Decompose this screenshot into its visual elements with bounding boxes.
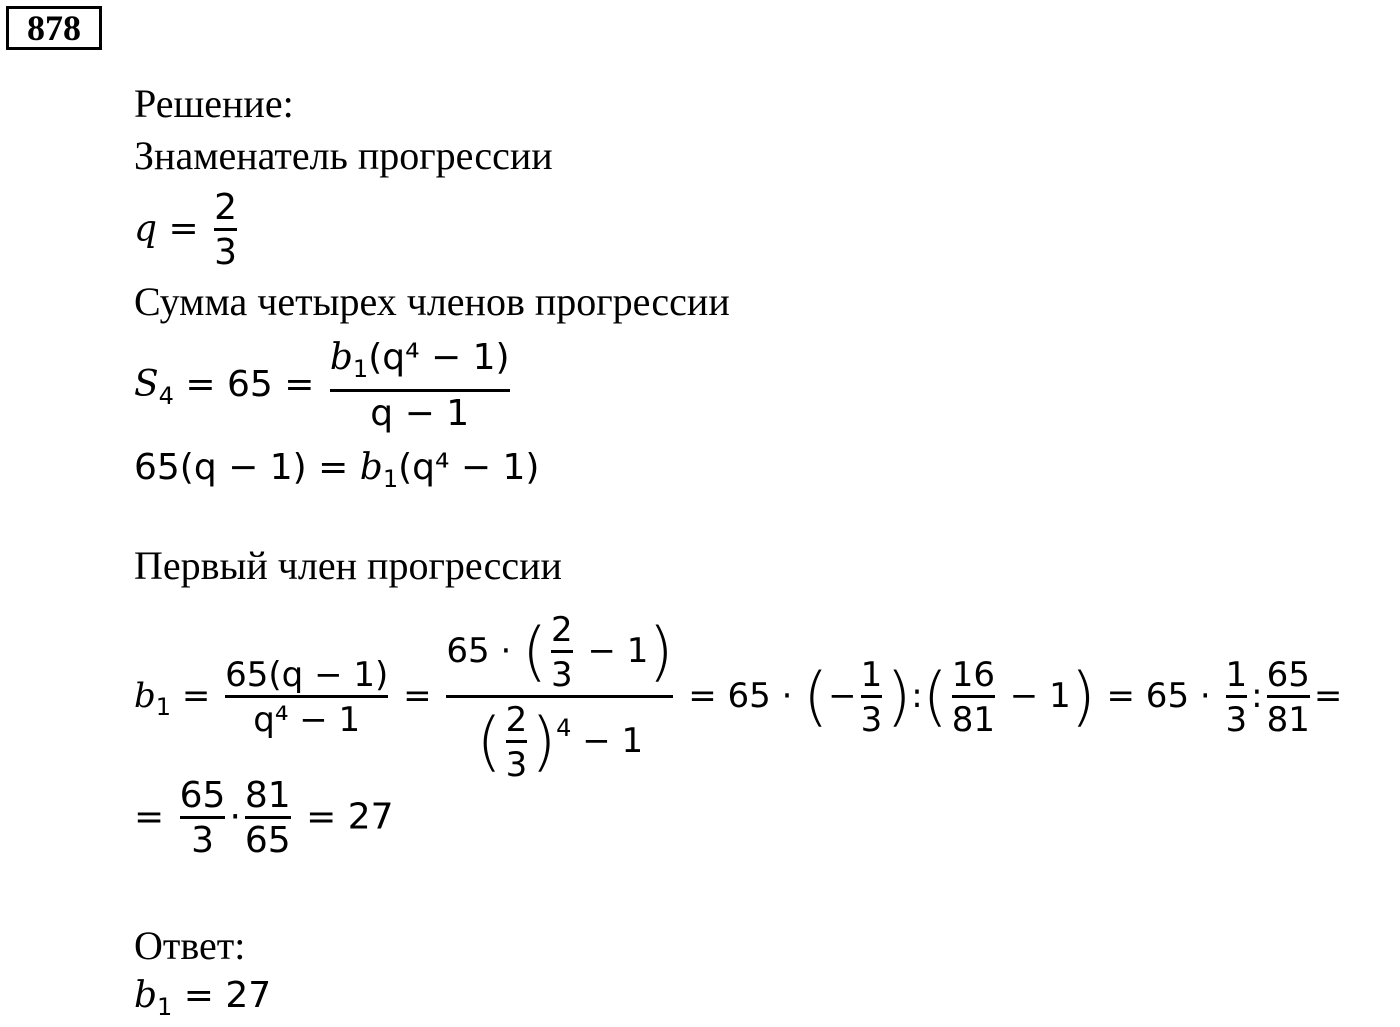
final-result: = 27 (306, 796, 394, 838)
solution-label: Решение: (134, 81, 294, 126)
answer-label: Ответ: (134, 923, 246, 968)
final-fraction-b: $\frac{81}{65}$ (244, 775, 291, 861)
q-lhs: q = (134, 208, 211, 250)
sum-denominator: q − 1 (330, 389, 510, 434)
b1-fraction-2: 65 · ( $\frac{2}{3}$ − 1) ( $\frac{2}{3}$ )$^4$ − 1 (446, 610, 674, 785)
answer-value: $b_1 = 27$ (134, 975, 272, 1021)
first-term-formula: $b_1$ = $\frac{65(q - 1)}{\text{q⁴ − 1}}$ = 65 · ( $\frac{2}{3}$ − 1) ( $\frac{2}{3}$ )$^4$ − 1 = 65 · (− $\frac{1}{3}$ ):( $\frac{16}{81}$ − 1) = 65 · $\frac{1}{3}$ : $\frac{65}{81}$ = (134, 610, 1343, 785)
first-term-heading: Первый член прогрессии (134, 543, 562, 588)
sum-heading: Сумма четырех членов прогрессии (134, 279, 730, 324)
final-computation: = $\frac{65}{3}$ · $\frac{81}{65}$ = 27 (134, 775, 394, 861)
ratio-fraction (214, 188, 237, 273)
sum-numerator: $b_1(q^4 - 1)$ (329, 337, 510, 383)
problem-number: 878 (6, 6, 102, 50)
equation-rhs: (q⁴ − 1) (398, 447, 540, 488)
ratio-heading: Знаменатель прогрессии (134, 133, 553, 178)
ratio-numerator: 2 (214, 187, 238, 228)
b1-fraction-1: $\frac{65(q - 1)}{\text{q⁴ − 1}}$ (225, 655, 389, 740)
sum-fraction (330, 338, 510, 434)
equation-line: $65(q - 1) = b_1(q^4 - 1)$ (134, 447, 540, 493)
sum-lhs: = 65 = (185, 364, 326, 405)
ratio-formula (134, 188, 241, 273)
ratio-denominator: 3 (214, 228, 237, 273)
final-fraction-a: $\frac{65}{3}$ (179, 775, 226, 861)
sum-formula: $S_4 = 65$ = $\frac{b_1(q^4 - 1)}{q - 1}$ (134, 337, 510, 434)
equation-lhs: 65(q − 1) = (134, 447, 360, 488)
